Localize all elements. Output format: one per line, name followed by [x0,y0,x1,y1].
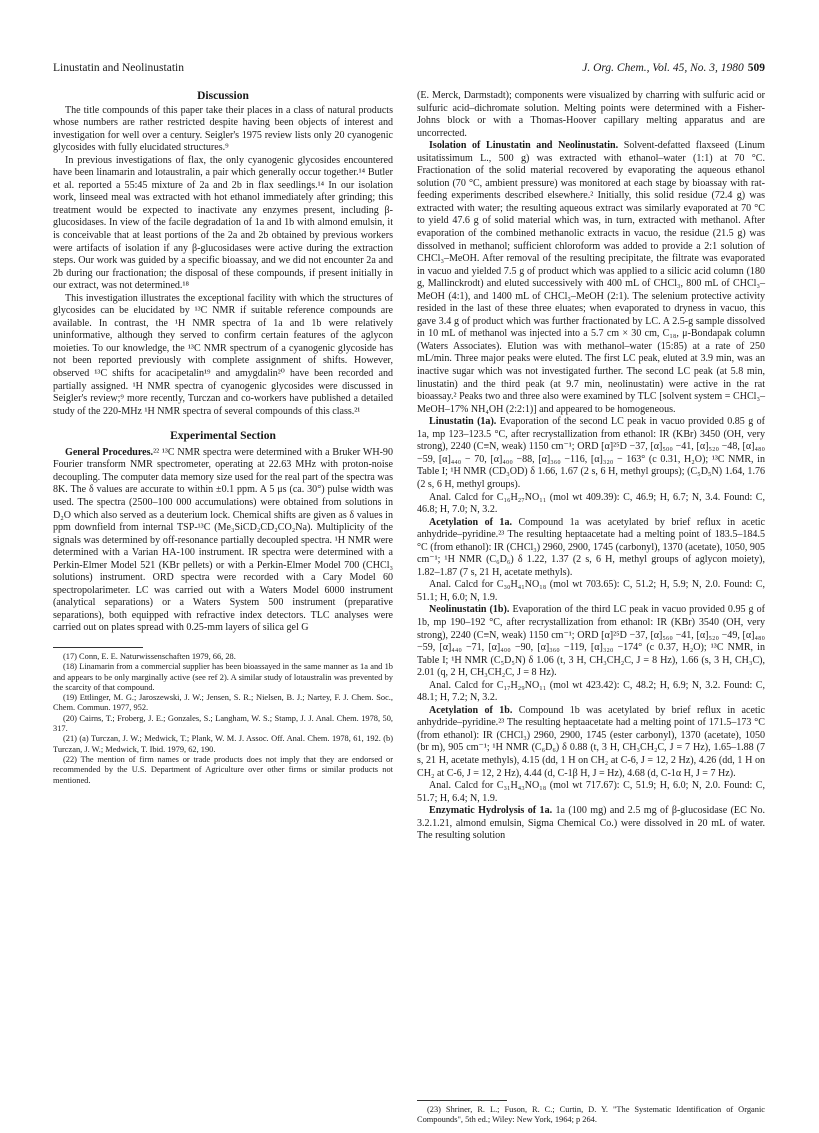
isolation-text: Solvent-defatted flaxseed (Linum usitatissimum L., 500 g) was extracted with ethanol–water (1:1) at 70 °C. Fractionation of the solid material recovered by evaporating the aqueous ethanol solution (70 °C, ambient pressure) was monitored at each stage by bioassay with rat-feeding experiments described elsewhere.² Initially, this solid residue (72.4 g) was extracted with water; the resulting aqueous extract was similarly evaporated at 70 °C to yield 47.6 g of solid material which was, in turn, extracted with methanol. After evaporation of the combined methanolic extracts in vacuo, the residue (21.5 g) was dissolved in methanol; sufficient chloroform was added to provide a 2:1 solution of CHCl₃–MeOH. After removal of the resulting precipitate, the filtrate was evaporated in vacuo and yielded 7.5 g of product which was applied to a silicic acid column (180 g, Mallinckrodt) and eluted successively with 400 mL of CHCl₃, 800 mL of CHCl₃–MeOH (4:1), and 1400 mL of CHCl₃–MeOH (2:1). The selenium protective activity resided in the last of these three eluates; when evaporated to dryness in vacuo, this gave 3.4 g of product which was further fractionated by LC. A 2.5-g sample dissolved in 10 mL of methanol was injected into a 5.7 cm × 30 cm, C₁₈, μ-Bondapak column (Waters Associates). Elution was with methanol–water (15:85) at a rate of 250 mL/min. Three major peaks were eluted. The first LC peak, eluted at 3.9 min, was an inactive sugar which was not investigated further. The second LC peak (at 5.8 min, linustatin) and the third peak (at 9.7 min, neolinustatin) were active in the rat bioassay.² Peaks two and three also were examined by TLC [solvent system = CHCl₃–MeOH–17% NH₄OH (2:2:1)] and appeared to be homogeneous. [417,140,765,415]
neolinustatin-analysis: Anal. Calcd for C₁₇H₂₉NO₁₁ (mol wt 423.42): C, 48.2; H, 6.9; N, 3.2. Found: C, 48.1; H, 7.2; N, 3.2. [417,679,765,704]
footnotes-right [417,1100,765,1126]
general-procedures-title: General Procedures. [65,446,154,458]
citation-text: J. Org. Chem., Vol. 45, No. 3, 1980 [582,62,744,74]
linustatin-text: Evaporation of the second LC peak in vacuo provided 0.85 g of 1a, mp 123–123.5 °C, after recrystallization from ethanol: IR (KBr) 3450 (OH, very strong), 2240 (C≡N, weak) 1150 cm⁻¹; ORD [α]²⁵D −37, [α]₅₀₀ −41, [α]₅₂₀ −48, [α]₄₈₀ −59, [α]₄₄₀ − 70, [α]₄₀₀ −88, [α]₃₆₀ −116, [α]₃₂₀ − 163° (c 0.31, H₂O); ¹³C NMR, in Table I; ¹H NMR (CD₃OD) δ 1.66, 1.67 (2 s, 6 H, methyl groups); (C₅D₅N) 1.64, 1.76 (2 s, 6 H, methyl groups). [417,416,766,490]
experimental-heading: Experimental Section [170,430,276,443]
journal-citation [582,62,765,74]
discussion-paragraph: This investigation illustrates the exceptional facility with which the structures of glycosides can be elucidated by ¹³C NMR if suitable reference compounds are available. In contrast, the ¹H NMR spectra of 1a and 1b were relatively uninformative, although they served to confirm certain features of the aglycon moieties. To our knowledge, the ¹³C NMR spectrum of a cyanogenic glycoside has not been reported previously with complete assignment of shifts. However, observed ¹³C shifts for acacipetalin¹⁹ and amygdalin²⁰ have been recorded and partially assigned. ¹H NMR spectra of cyanogenic glycosides were discussed in Seigler's review;⁹ more recently, Turczan and co-workers have published a detailed study of the 220-MHz ¹H NMR spectra of several compounds of this class.²¹ [53,292,393,417]
acetylation-1b-title: Acetylation of 1b. [429,704,513,716]
acetylation-1b-analysis: Anal. Calcd for C₃₁H₄₃NO₁₈ (mol wt 717.67): C, 51.9; H, 6.0; N, 2.0. Found: C, 51.7; H, 6.4; N, 1.9. [417,780,765,804]
footnote-rule [417,1100,507,1101]
acetylation-1b-paragraph [417,705,765,780]
general-procedures-text: ²² ¹³C NMR spectra were determined with a Bruker WH-90 Fourier transform NMR spectrometer, operating at 22.63 MHz with proton-noise decoupling. The computer data memory size used for the real part of the spectra was 8K. The δ values are accurate to within ±0.1 ppm. A 5 μs (ca. 30°) pulse width was used. The spectra (2500–100 000 accumulations) were obtained from solutions in D₂O which also served as a deuterium lock. Chemical shifts are given as δ values in ppm downfield from internal TSP-¹³C (Me₃SiCD₂CD₂CO₂Na). Multiplicity of the signals was determined by off-resonance partially decoupled spectra. ¹H NMR were determined with a Varian HA-100 instrument. IR spectra were determined with a Perkin-Elmer Model 521 (KBr pellets) or with a Perkin-Elmer Model 700 (CHCl₃ solutions) instrument. ORD spectra were recorded with a Cary Model 60 spectropolarimeter. LC was carried out with a Waters Model 6000 instrument (analytical separations) or a Waters System 500 instrument (preparative separations), both equipped with refractive index detectors. TLC analyses were carried out on plates spread with 0.25-mm layers of silica gel G [53,446,393,634]
footnote: (19) Ettlinger, M. G.; Jaroszewski, J. W.; Jensen, S. R.; Nielsen, B. J.; Nartey, F. J. Chem. Soc., Chem. Commun. 1977, 952. [53,693,393,713]
acetylation-1a-text: Compound 1a was acetylated by brief reflux in acetic anhydride–pyridine.²³ The resulting heptaacetate had a melting point of 183.5–184.5 °C (from ethanol): IR (CHCl₃) 2960, 2900, 1745 (carbonyl), 1370 (acetate), 1050, 905 cm⁻¹; ¹H NMR (C₆D₆) δ 1.22, 1.37 (2 s, 6 H, methyl groups of aglycon moiety), 1.82–1.87 (7 s, 21 H, acetate methyls). [417,516,766,578]
footnote: (17) Conn, E. E. Naturwissenschaften 1979, 66, 28. [63,651,236,661]
discussion-paragraph: In previous investigations of flax, the only cyanogenic glycosides encountered have been linamarin and lotaustralin, a pair which generally occur together.¹⁴ Butler et al. reported a 55:45 mixture of 2a and 2b in flax seedlings.¹⁴ In our isolation work, linseed meal was extracted with hot ethanol immediately after grinding; this treatment would be expected to inactivate any enzymes present, including β-glucosidases. In view of the facile degradation of 1a and 1b with almond emulsin, it is conceivable that at least portions of the 2a and 2b obtained by previous workers were artifacts of isolation if any β-glucosidases were active during the extraction steps. Our work was guided by a specific bioassay, and we did not encounter 2a and 2b during our fractionation; the disposal of these compounds, if present initially in our extract, was not determined.¹⁸ [53,154,393,292]
page-number: 509 [747,62,765,74]
footnote: (23) Shriner, R. L.; Fuson, R. C.; Curtin, D. Y. "The Systematic Identification of Organic Compounds", 5th ed.; Wiley: New York, 1964; p 264. [417,1105,765,1125]
general-procedures-continuation: (E. Merck, Darmstadt); components were visualized by charring with sulfuric acid or sulfuric acid–dichromate solution. Melting points were determined with a Fisher-Johns block or with a Thomas-Hoover capillary melting apparatus and are uncorrected. [417,90,765,139]
acetylation-1b-text: Compound 1b was acetylated by brief reflux in acetic anhydride–pyridine.²³ The resulting heptaacetate had a melting point of 171.5–173 °C (from ethanol): IR (CHCl₃) 2960, 2900, 1745 (ester carbonyl), 1370 (acetate), 1050 (br m), 905 cm⁻¹; ¹H NMR (C₆D₆) δ 0.88 (t, 3 H, CH₃CH₂C, J = 7 Hz), 1.65–1.88 (7 s, 21 H, acetate methyls), 4.15 (dd, 1 H on CH₂ at C-6, J = 12, 2 Hz), 4.26 (dd, 1 H on CH₂ at C-6, J = 12, 2 Hz), 4.44 (d, C-1β H, J = Hz), 4.68 (d, C-1α H, J = 7 Hz). [417,704,765,779]
general-procedures-paragraph [53,447,393,635]
footnote-rule [53,647,143,648]
discussion-heading: Discussion [197,90,249,102]
footnote: (18) Linamarin from a commercial supplier has been bioassayed in the same manner as 1a and 1b and appears to be only marginally active (see ref 2). A similar study of lotaustralin was prevented by the scarcity of that compound. [53,662,393,692]
linustatin-paragraph [417,416,765,491]
right-column [417,90,765,843]
neolinustatin-title: Neolinustatin (1b). [429,604,510,616]
footnotes-left [53,652,393,786]
linustatin-title: Linustatin (1a). [429,416,497,428]
footnote: (21) (a) Turczan, J. W.; Medwick, T.; Plank, W. M. J. Assoc. Off. Anal. Chem. 1978, 61, 192. (b) Turczan, J. W.; Medwick, T. Ibid. 1979, 62, 190. [53,734,393,754]
running-header [53,62,765,78]
acetylation-1a-paragraph [417,517,765,580]
footnote: (20) Cairns, T.; Froberg, J. E.; Gonzales, S.; Langham, W. S.; Stamp, J. J. Anal. Chem. 1978, 50, 317. [53,713,393,734]
footnote: (22) The mention of firm names or trade products does not imply that they are endorsed or recommended by the U.S. Department of Agriculture over other firms or similar products not mentioned. [53,754,393,785]
neolinustatin-paragraph [417,604,765,679]
acetylation-1a-title: Acetylation of 1a. [429,516,512,528]
left-column [53,90,393,786]
neolinustatin-text: Evaporation of the third LC peak in vacuo provided 0.95 g of 1b, mp 190–192 °C, after recrystallization from ethanol: IR (KBr) 3540 (OH, very strong), 2240 (C≡N, weak) 1150 cm⁻¹; ORD [α]²⁵D −37, [α]₅₆₀ −41, [α]₅₂₀ −49, [α]₄₈₀ −59, [α]₄₄₀ −71, [α]₄₀₀ −90, [α]₃₆₀ −119, [α]₃₂₀ −174° (c 0.37, H₂O); ¹³C NMR, in Table I; ¹H NMR (C₅D₅N) δ 1.06 (t, 3 H, CH₃CH₂C, J = 8 Hz), 1.66 (s, 3 H, CH₃C), 2.01 (q, 2 H, CH₃CH₂C, J = 8 Hz). [417,604,766,679]
enzymatic-hydrolysis-paragraph [417,805,765,843]
isolation-paragraph [417,140,765,416]
running-title: Linustatin and Neolinustatin [53,62,184,74]
enzymatic-hydrolysis-title: Enzymatic Hydrolysis of 1a. [429,805,553,817]
isolation-title: Isolation of Linustatin and Neolinustatin. [429,140,619,152]
linustatin-analysis: Anal. Calcd for C₁₆H₂₇NO₁₁ (mol wt 409.39): C, 46.9; H, 6.7; N, 3.4. Found: C, 46.8; H, 7.0; N, 3.2. [417,491,765,516]
acetylation-1a-analysis: Anal. Calcd for C₃₀H₄₁NO₁₈ (mol wt 703.65): C, 51.2; H, 5.9; N, 2.0. Found: C, 51.1; H, 6.0; N, 1.9. [417,579,765,603]
discussion-paragraph: The title compounds of this paper take their places in a class of natural products whose numbers are rather restricted despite having been objects of interest and investigation for well over a century. Seigler's 1975 review lists only 20 cyanogenic glycosides with fully elucidated structures.⁹ [53,104,393,154]
enzymatic-hydrolysis-text: 1a (100 mg) and 2.5 mg of β-glucosidase (EC No. 3.2.1.21, almond emulsin, Sigma Chemical Co.) were dissolved in 20 mL of water. The resulting solution [417,805,765,842]
